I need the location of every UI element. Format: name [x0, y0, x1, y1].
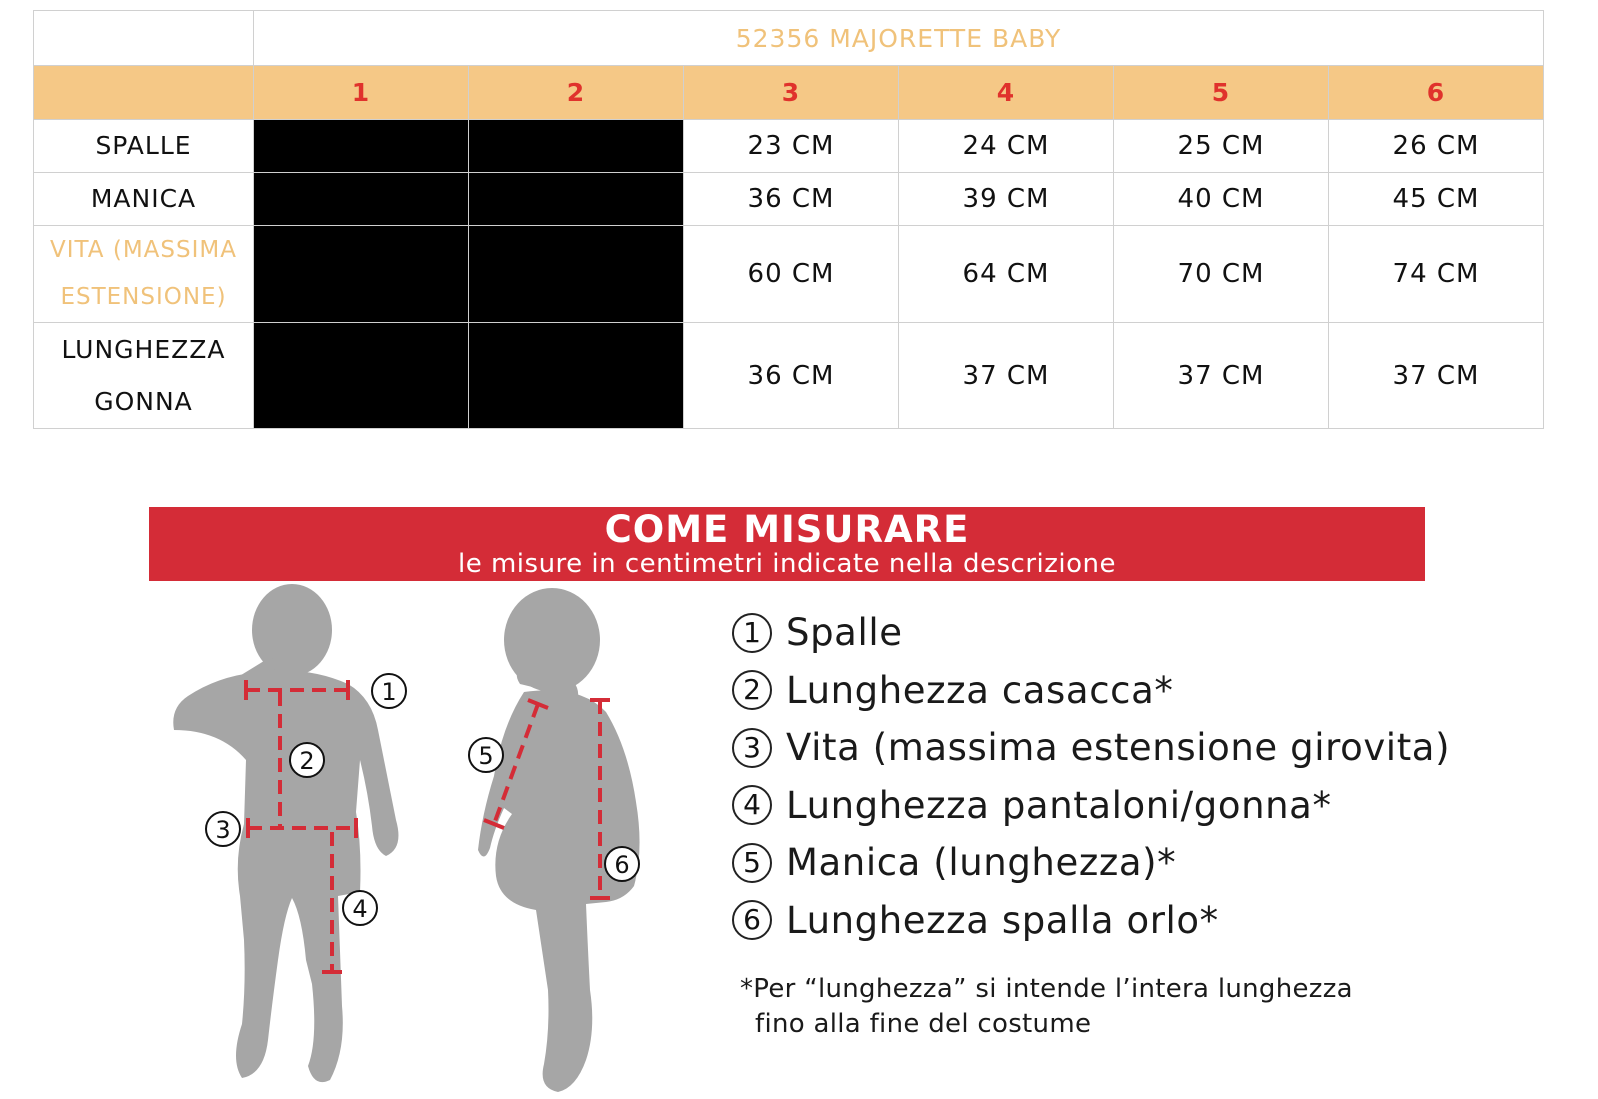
table-cell: 60 CM: [684, 226, 899, 323]
table-corner-cell: [34, 11, 254, 66]
table-title-row: [34, 11, 1544, 66]
size-header-row: [34, 66, 1544, 120]
banner-title: COME MISURARE: [604, 508, 970, 551]
table-cell: 64 CM: [899, 226, 1114, 323]
figure-marker-6: 6: [614, 851, 630, 879]
row-label-line2: GONNA: [94, 386, 193, 416]
table-cell: 40 CM: [1114, 173, 1329, 226]
unavailable-cell: [254, 173, 469, 226]
size-table: [33, 10, 1544, 429]
table-row-vita: [34, 226, 1544, 323]
number-circle-icon: 6: [732, 900, 772, 940]
legend-text: Spalle: [786, 611, 903, 655]
child-side-silhouette: [478, 588, 640, 1092]
table-cell: 23 CM: [684, 120, 899, 173]
measurement-legend: [732, 604, 1450, 949]
row-label-text: MANICA: [90, 184, 197, 213]
table-cell: 70 CM: [1114, 226, 1329, 323]
size-header-2: 2: [469, 66, 684, 120]
how-to-measure-banner: [149, 507, 1425, 581]
legend-text: Lunghezza pantaloni/gonna*: [786, 783, 1332, 827]
legend-item: [732, 719, 1450, 777]
unavailable-cell: [254, 226, 469, 323]
figure-marker-2: 2: [299, 747, 315, 775]
table-cell: 45 CM: [1329, 173, 1544, 226]
table-cell: 74 CM: [1329, 226, 1544, 323]
row-label: [34, 120, 254, 173]
row-label: [34, 323, 254, 429]
legend-text: Lunghezza spalla orlo*: [786, 898, 1219, 942]
size-header-5: 5: [1114, 66, 1329, 120]
legend-text: Lunghezza casacca*: [786, 668, 1174, 712]
table-cell: 36 CM: [684, 323, 899, 429]
row-label-line2: ESTENSIONE): [60, 284, 227, 310]
table-cell: 37 CM: [1114, 323, 1329, 429]
footnote-line-2: fino alla fine del costume: [755, 1009, 1092, 1039]
row-label-line1: VITA (MASSIMA: [50, 237, 237, 263]
unavailable-cell: [254, 120, 469, 173]
table-row-manica: [34, 173, 1544, 226]
table-cell: 25 CM: [1114, 120, 1329, 173]
header-corner-cell: [34, 66, 254, 120]
legend-item: [732, 604, 1450, 662]
legend-item: [732, 892, 1450, 950]
number-circle-icon: 1: [732, 613, 772, 653]
unavailable-cell: [469, 120, 684, 173]
number-circle-icon: 3: [732, 728, 772, 768]
footnote-line-1: *Per “lunghezza” si intende l’intera lunghezza: [740, 974, 1353, 1004]
row-label-text: SPALLE: [95, 131, 192, 160]
size-header-3: 3: [684, 66, 899, 120]
number-circle-icon: 4: [732, 785, 772, 825]
figure-marker-4: 4: [352, 895, 368, 923]
table-title: 52356 MAJORETTE BABY: [254, 11, 1544, 66]
number-circle-icon: 5: [732, 843, 772, 883]
number-circle-icon: 2: [732, 670, 772, 710]
size-header-6: 6: [1329, 66, 1544, 120]
size-header-1: 1: [254, 66, 469, 120]
row-label: [34, 226, 254, 323]
table-cell: 24 CM: [899, 120, 1114, 173]
figure-marker-5: 5: [478, 742, 494, 770]
figure-marker-1: 1: [381, 678, 397, 706]
table-row-lunghezza-gonna: [34, 323, 1544, 429]
table-row-spalle: [34, 120, 1544, 173]
legend-text: Vita (massima estensione girovita): [786, 726, 1451, 770]
table-cell: 39 CM: [899, 173, 1114, 226]
row-label-line1: LUNGHEZZA: [61, 334, 226, 364]
unavailable-cell: [469, 226, 684, 323]
unavailable-cell: [469, 173, 684, 226]
legend-text: Manica (lunghezza)*: [786, 841, 1177, 885]
legend-item: [732, 777, 1450, 835]
table-cell: 37 CM: [899, 323, 1114, 429]
banner-subtitle: le misure in centimetri indicate nella descrizione: [457, 549, 1117, 579]
unavailable-cell: [254, 323, 469, 429]
measurement-figures: [160, 580, 680, 1099]
legend-item: [732, 834, 1450, 892]
table-cell: 26 CM: [1329, 120, 1544, 173]
table-cell: 37 CM: [1329, 323, 1544, 429]
table-cell: 36 CM: [684, 173, 899, 226]
row-label: [34, 173, 254, 226]
figure-marker-3: 3: [215, 816, 231, 844]
footnote: [740, 972, 1353, 1042]
size-header-4: 4: [899, 66, 1114, 120]
unavailable-cell: [469, 323, 684, 429]
legend-item: [732, 662, 1450, 720]
